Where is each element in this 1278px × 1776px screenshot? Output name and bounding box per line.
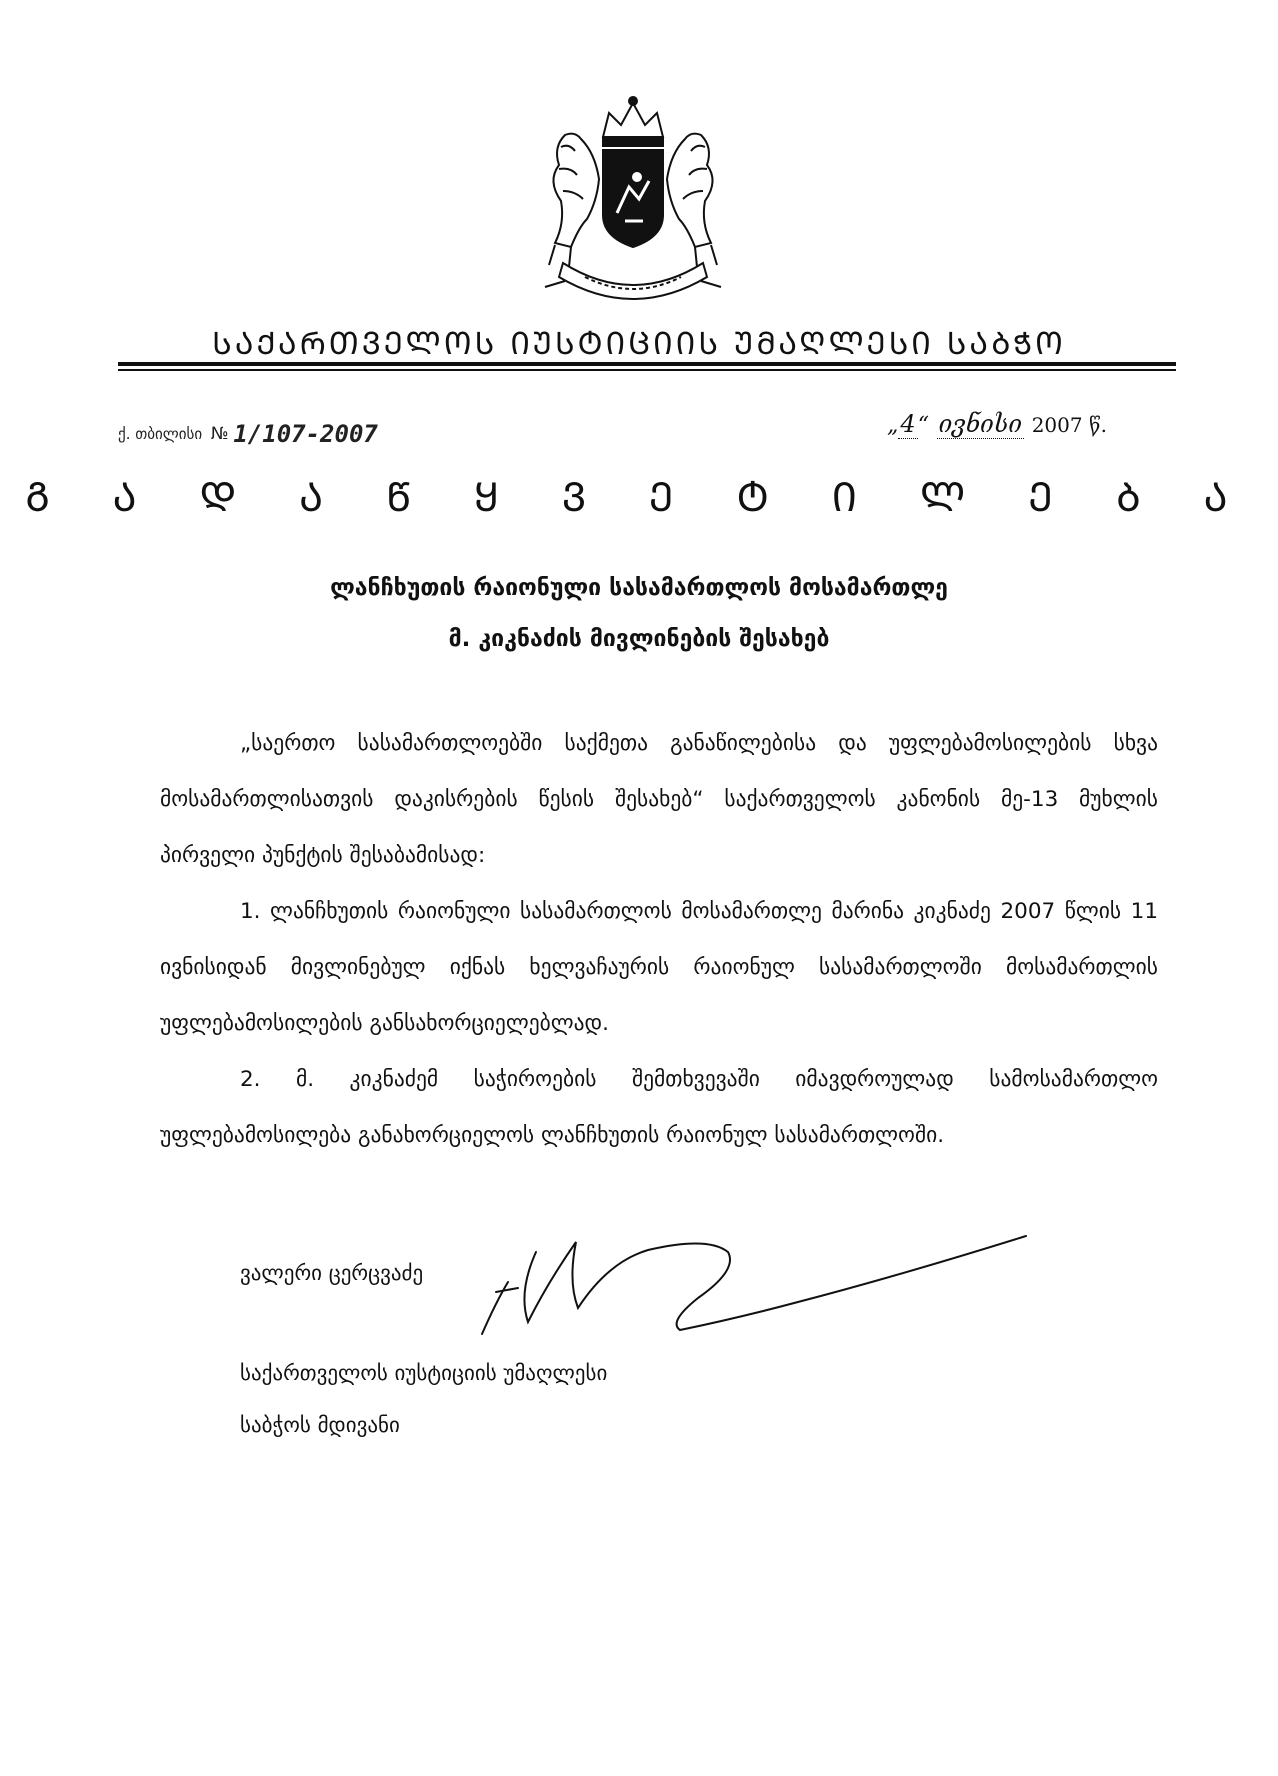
signatory-position-line-2: საბჭოს მდივანი: [240, 1413, 400, 1437]
decision-body: [160, 716, 1158, 1164]
coat-of-arms-emblem: [525, 95, 741, 307]
document-number-row: [118, 420, 378, 448]
signatory-name: ვალერი ცერცვაძე: [240, 1261, 424, 1285]
organization-title: ᲡᲐᲥᲐᲠᲗᲕᲔᲚᲝᲡ ᲘᲣᲡᲢᲘᲪᲘᲘᲡ ᲣᲛᲐᲦᲚᲔᲡᲘ ᲡᲐᲑᲭᲝ: [212, 326, 1066, 362]
document-type-heading: Გ Ა Დ Ა Წ Ყ Ვ Ე Ტ Ი Ლ Ე Ბ Ა: [25, 475, 1253, 521]
number-sign: №: [210, 424, 229, 444]
date-month: ივნისი: [938, 410, 1023, 438]
handwritten-signature: [478, 1222, 1038, 1342]
clause-1-paragraph: 1. ლანჩხუთის რაიონული სასამართლოს მოსამართლე მარინა კიკნაძე 2007 წლის 11 ივნისიდან მივლინებულ იქნას ხელვაჩაურის რაიონულ სასამართლოში მოსამართლის უფლებამოსილების განსახორციელებლად.: [160, 899, 1158, 1036]
intro-paragraph: „საერთო სასამართლოებში საქმეთა განაწილებისა და უფლებამოსილების სხვა მოსამართლისათვის დაკისრების წესის შესახებ“ საქართველოს კანონის მე-13 მუხლის პირველი პუნქტის შესაბამისად:: [160, 731, 1158, 868]
city-label: ქ. თბილისი: [118, 425, 203, 443]
clause-2-paragraph: 2. მ. კიკნაძემ საჭიროების შემთხვევაში იმავდროულად სამოსამართლო უფლებამოსილება განახორციელოს ლანჩხუთის რაიონულ სასამართლოში.: [160, 1067, 1158, 1148]
header-divider-thin: [118, 369, 1176, 371]
subject-line-2: მ. კიკნაძის მივლინების შესახებ: [448, 626, 830, 652]
subject-line-1: ლანჩხუთის რაიონული სასამართლოს მოსამართლე: [330, 575, 948, 601]
signatory-position-line-1: საქართველოს იუსტიციის უმაღლესი: [240, 1361, 608, 1385]
document-number: 1/107-2007: [233, 420, 378, 448]
header-divider-thick: [118, 362, 1176, 366]
document-date: „4“ ივნისი 2007 წ.: [887, 410, 1107, 438]
date-day: 4: [900, 410, 916, 438]
date-year: 2007 წ.: [1031, 413, 1107, 437]
